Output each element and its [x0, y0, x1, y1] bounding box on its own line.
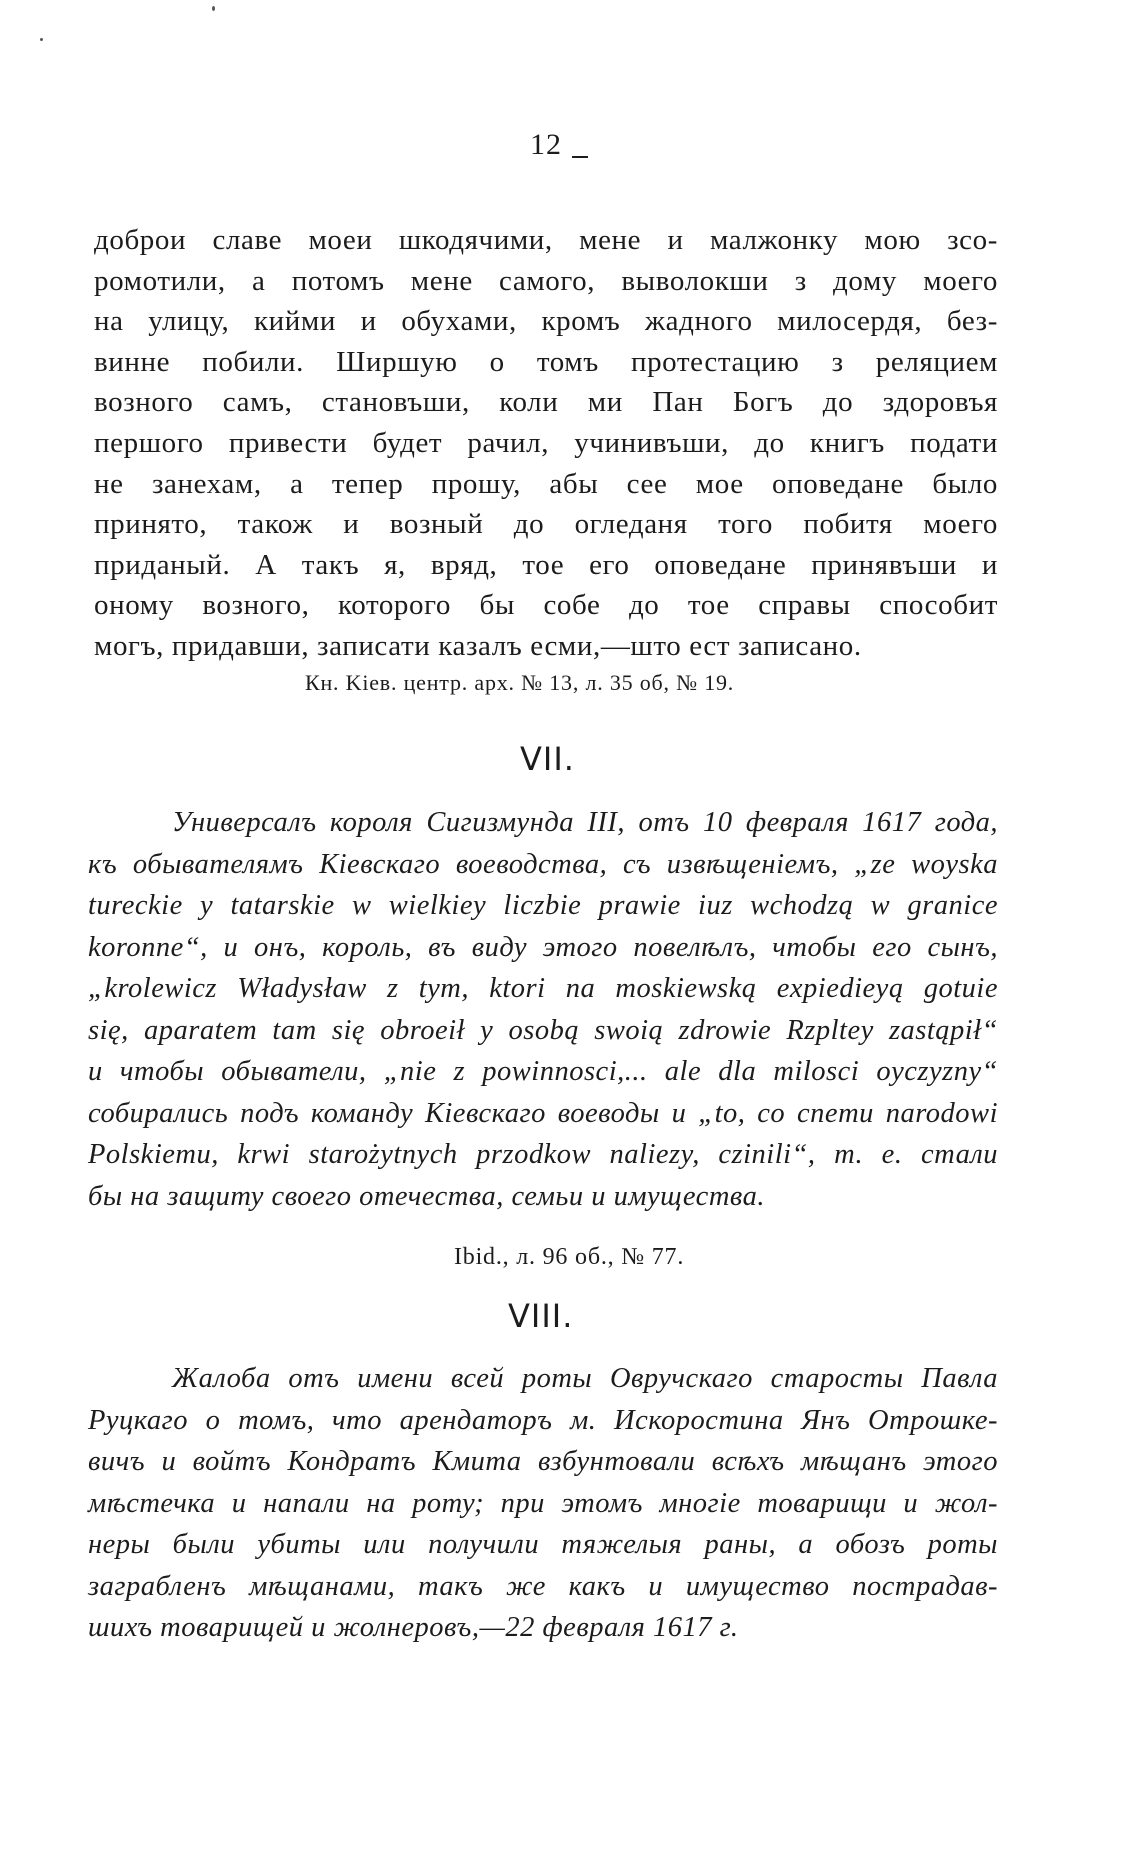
document-summary-viii [88, 1358, 998, 1649]
body-line: принято, також и возный до огледаня того побитя моего [94, 508, 998, 541]
body-line: на улицу, кийми и обухами, кромъ жадного милосердя, без- [94, 305, 998, 338]
summary-line: koronne“, и онъ, король, въ виду этого повелѣлъ, чтобы его сынъ, [88, 931, 998, 963]
body-line: першого привести будет рачил, учинивъши, до книгъ подати [94, 426, 998, 459]
summary-line: бы на защиту своего отечества, семьи и имущества. [88, 1180, 765, 1212]
summary-line: tureckie y tatarskie w wielkiey liczbie prawie iuz wchodzą w granice [88, 890, 998, 921]
body-line: могъ, придавши, записати казалъ есми,—што ест записано. [94, 629, 862, 662]
summary-line: неры были убиты или получили тяжелыя раны, а обозъ роты [88, 1529, 998, 1560]
summary-line: мѣстечка и напали на роту; при этомъ многіе товарищи и жол- [88, 1487, 998, 1519]
body-line: винне побили. Ширшую о томъ протестацию з реляцием [94, 345, 998, 378]
summary-line: Руцкаго о томъ, что арендаторъ м. Искоростина Янъ Отрошке- [88, 1404, 998, 1436]
summary-line: заграбленъ мѣщанами, такъ же какъ и имущество пострадав- [88, 1570, 998, 1602]
body-line: не занехам, а тепер прошу, абы сее мое оповедане было [94, 467, 998, 500]
body-line: ромотили, а потомъ мене самого, выволокши з дому моего [94, 264, 998, 297]
body-line: доброи славе моеи шкодячими, мене и малжонку мою зсо- [94, 224, 998, 256]
summary-line: Polskiemu, krwi starożytnych przodkow naliezy, czinili“, т. е. стали [88, 1139, 998, 1170]
section-heading-viii: VIII. [508, 1297, 574, 1335]
summary-line: собирались подъ команду Кіевскаго воеводы и „to, co cnemu narodowi [88, 1097, 998, 1129]
body-line: оному возного, которого бы собе до тое справы способит [94, 589, 998, 622]
archive-reference: Ibid., л. 96 об., № 77. [454, 1244, 685, 1270]
document-summary-vii [88, 802, 998, 1217]
summary-line: się, aparatem tam się obroeił y osobą swoią zdrowie Rzpltey zastąpił“ [88, 1014, 998, 1046]
summary-line: вичъ и войтъ Кондратъ Кмита взбунтовали всѣхъ мѣщанъ этого [88, 1446, 998, 1477]
body-line: возного самъ, становъши, коли ми Пан Богъ до здоровъя [94, 386, 998, 419]
page-number: 12 [530, 128, 562, 161]
summary-line: Универсалъ короля Сигизмунда III, отъ 10 февраля 1617 года, [172, 807, 998, 838]
summary-line: шихъ товарищей и жолнеровъ,—22 февраля 1617 г. [88, 1612, 739, 1643]
summary-line: Жалоба отъ имени всей роты Овручскаго старосты Павла [172, 1363, 998, 1394]
body-paragraph [94, 220, 998, 667]
scan-speck [40, 38, 43, 41]
summary-line: и чтобы обыватели, „nie z powinnosci,... ale dla milosci oyczyzny“ [88, 1056, 998, 1087]
body-line: приданый. А такъ я, вряд, тое его оповедане принявъши и [94, 548, 998, 581]
archive-reference: Кн. Kiев. центр. арх. № 13, л. 35 об, № 19. [305, 670, 735, 695]
summary-line: къ обывателямъ Кіевскаго воеводства, съ извѣщеніемъ, „ze woyska [88, 848, 998, 880]
summary-line: „krolewicz Władysław z tym, ktori na moskiewską expiedieyą gotuie [88, 973, 998, 1004]
section-heading-vii: VII. [520, 740, 575, 778]
scan-speck [212, 6, 215, 11]
